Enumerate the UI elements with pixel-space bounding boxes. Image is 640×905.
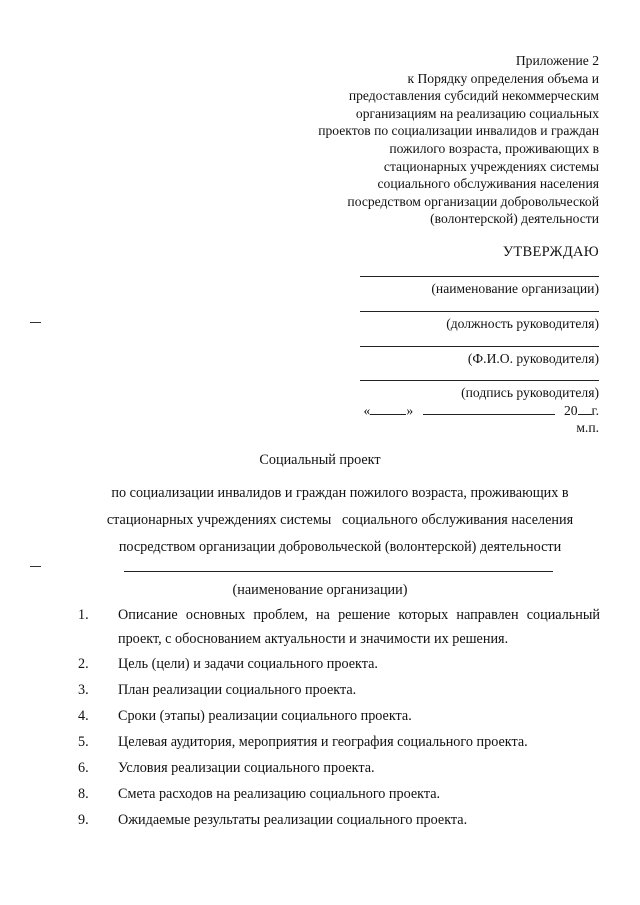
field-caption: (должность руководителя) xyxy=(446,316,599,331)
list-item xyxy=(76,677,600,703)
org-name-caption: (наименование организации) xyxy=(232,582,408,598)
stamp-place: м.п. xyxy=(576,420,599,435)
approval-name-field xyxy=(360,346,599,367)
annex-line: посредством организации добровольческой xyxy=(347,193,599,209)
item-text: Ожидаемые результаты реализации социального проекта. xyxy=(118,812,468,828)
project-subtitle xyxy=(60,480,620,561)
item-text: Сроки (этапы) реализации социального проекта. xyxy=(118,708,412,724)
year-blank xyxy=(578,403,592,415)
annex-line: социального обслуживания населения xyxy=(377,176,599,192)
subtitle-line: по социализации инвалидов и граждан пожилого возраста, проживающих в xyxy=(111,485,569,501)
list-item xyxy=(76,781,600,807)
annex-line: предоставления субсидий некоммерческим xyxy=(348,88,599,104)
subtitle-line: стационарных учреждениях системы социального обслуживания населения xyxy=(106,512,574,528)
annex-line: Приложение 2 xyxy=(515,53,599,68)
approval-org-field xyxy=(360,276,599,297)
annex-line: к Порядку определения объема и xyxy=(407,70,599,86)
item-text: Условия реализации социального проекта. xyxy=(118,760,375,776)
item-text: Смета расходов на реализацию социального проекта. xyxy=(118,786,441,802)
item-number: 2. xyxy=(78,656,89,672)
item-number: 1. xyxy=(78,607,89,623)
item-text: Целевая аудитория, мероприятия и география социального проекта. xyxy=(118,734,528,750)
annex-line: пожилого возраста, проживающих в xyxy=(389,140,599,156)
day-blank xyxy=(370,403,406,415)
org-name-blank-line xyxy=(124,571,553,572)
quote-open: « xyxy=(363,403,371,418)
list-item xyxy=(76,603,600,651)
blank-line xyxy=(360,311,599,312)
list-item xyxy=(76,729,600,755)
blank-line xyxy=(360,346,599,347)
list-item xyxy=(76,755,600,781)
year-suffix: г. xyxy=(591,403,599,418)
approval-signature-field xyxy=(360,380,599,401)
year-prefix: 20 xyxy=(563,403,578,418)
item-number: 9. xyxy=(78,812,89,828)
item-number: 8. xyxy=(78,786,89,802)
list-item xyxy=(76,807,600,833)
project-sections-list xyxy=(76,603,600,833)
blank-line xyxy=(360,276,599,277)
item-number: 3. xyxy=(78,682,89,698)
list-item xyxy=(76,651,600,677)
annex-line: стационарных учреждениях системы xyxy=(383,158,599,174)
field-caption: (Ф.И.О. руководителя) xyxy=(467,351,599,366)
field-caption: (наименование организации) xyxy=(431,281,599,296)
item-number: 5. xyxy=(78,734,89,750)
quote-close: » xyxy=(406,403,414,418)
margin-mark xyxy=(30,566,41,567)
annex-header xyxy=(318,52,599,228)
annex-line: (волонтерской) деятельности xyxy=(430,211,599,227)
month-blank xyxy=(423,403,555,415)
project-title: Социальный проект xyxy=(259,452,381,468)
approval-position-field xyxy=(360,311,599,332)
annex-line: проектов по социализации инвалидов и граждан xyxy=(318,123,599,139)
approval-date-row xyxy=(364,403,599,419)
field-caption: (подпись руководителя) xyxy=(461,385,599,400)
item-text: Описание основных проблем, на решение которых направлен социальный проект, с обоснованием актуальности и значимости их решения. xyxy=(118,607,600,647)
list-item xyxy=(76,703,600,729)
margin-mark xyxy=(30,322,41,323)
approval-title: УТВЕРЖДАЮ xyxy=(502,244,599,260)
item-number: 4. xyxy=(78,708,89,724)
subtitle-line: посредством организации добровольческой (волонтерской) деятельности xyxy=(118,539,562,555)
item-text: Цель (цели) и задачи социального проекта. xyxy=(118,656,378,672)
blank-line xyxy=(360,380,599,381)
item-text: План реализации социального проекта. xyxy=(118,682,357,698)
item-number: 6. xyxy=(78,760,89,776)
annex-line: организациям на реализацию социальных xyxy=(355,105,599,121)
